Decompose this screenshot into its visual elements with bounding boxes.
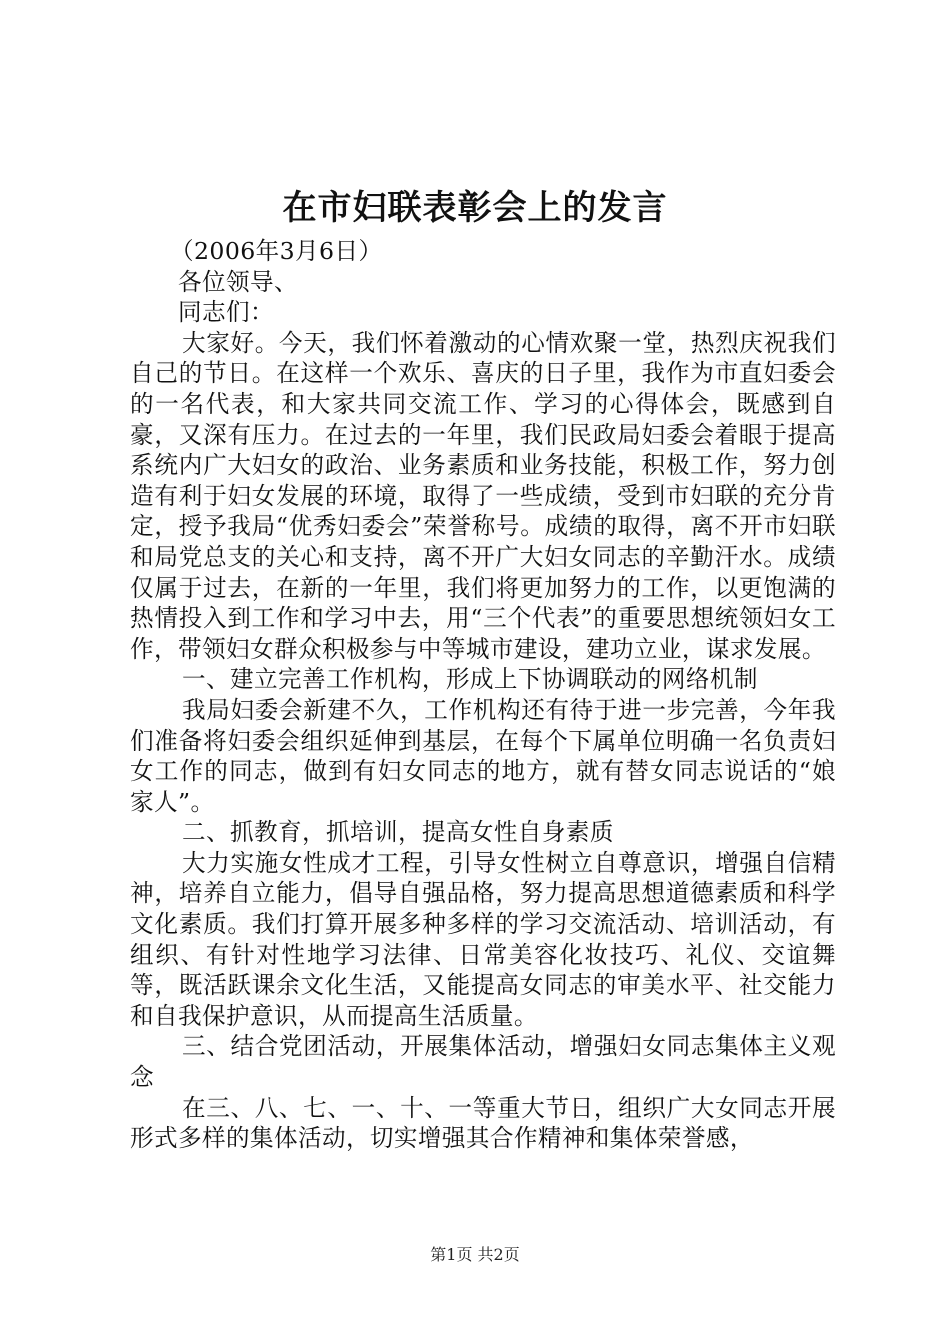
paragraph-section-2: 大力实施女性成才工程，引导女性树立自尊意识，增强自信精神，培养自立能力，倡导自强品格，努力提高思想道德素质和科学文化素质。我们打算开展多种多样的学习交流活动、培训活动，有组织、有针对性地学习法律、日常美容化妆技巧、礼仪、交谊舞等，既活跃课余文化生活，又能提高女同志的审美水平、社交能力和自我保护意识，从而提高生活质量。 [130,848,836,1030]
paragraph-opening: 大家好。今天，我们怀着激动的心情欢聚一堂，热烈庆祝我们自己的节日。在这样一个欢乐、喜庆的日子里，我作为市直妇委会的一名代表，和大家共同交流工作、学习的心得体会，既感到自豪，又深有压力。在过去的一年里，我们民政局妇委会着眼于提高系统内广大妇女的政治、业务素质和业务技能，积极工作，努力创造有利于妇女发展的环境，取得了一些成绩，受到市妇联的充分肯定，授予我局“优秀妇委会”荣誉称号。成绩的取得，离不开市妇联和局党总支的关心和支持，离不开广大妇女同志的辛勤汗水。成绩仅属于过去，在新的一年里，我们将更加努力的工作，以更饱满的热情投入到工作和学习中去，用“三个代表”的重要思想统领妇女工作，带领妇女群众积极参与中等城市建设，建功立业，谋求发展。 [130,328,836,663]
document-body [130,236,836,1154]
paragraph-section-1: 我局妇委会新建不久，工作机构还有待于进一步完善，今年我们准备将妇委会组织延伸到基层，在每个下属单位明确一名负责妇女工作的同志，做到有妇女同志的地方，就有替女同志说话的“娘家人”。 [130,695,836,816]
paragraph-section-3: 在三、八、七、一、十、一等重大节日，组织广大女同志开展形式多样的集体活动，切实增强其合作精神和集体荣誉感， [130,1093,836,1153]
section-heading-3: 三、结合党团活动，开展集体活动，增强妇女同志集体主义观念 [130,1032,836,1092]
document-title: 在市妇联表彰会上的发言 [282,188,668,228]
section-heading-2: 二、抓教育，抓培训，提高女性自身素质 [182,818,614,847]
salutation-leaders: 各位领导、 [178,267,298,296]
page-footer: 第1页 共2页 [430,1245,520,1264]
document-date: （2006年3月6日） [170,237,383,265]
salutation-comrades: 同志们： [178,298,274,327]
section-heading-1: 一、建立完善工作机构，形成上下协调联动的网络机制 [182,665,758,694]
